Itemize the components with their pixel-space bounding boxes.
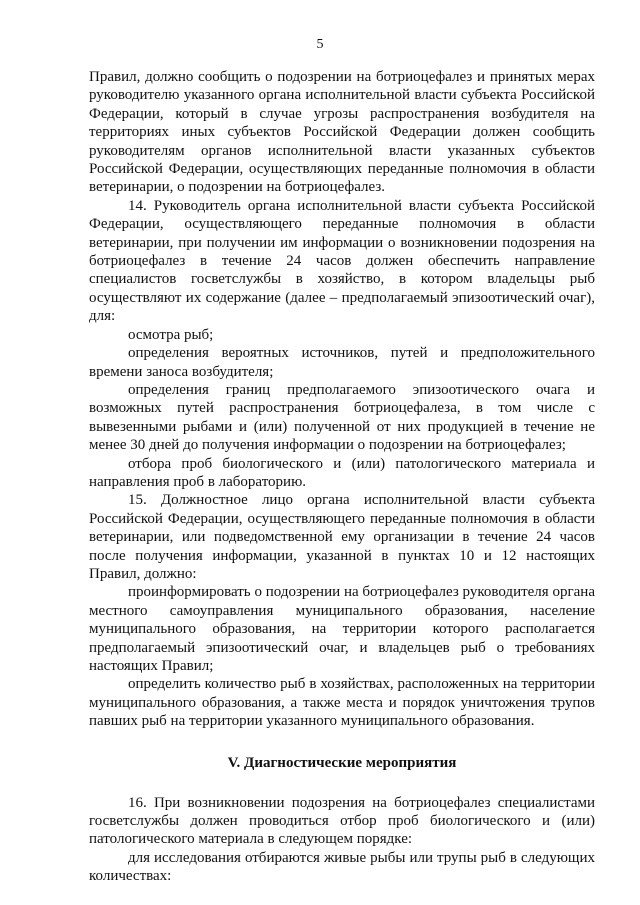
section-heading: V. Диагностические мероприятия [227,754,457,771]
paragraph-item-16: 16. При возникновении подозрения на ботриоцефалез специалистами госветслужбы должен проводиться отбор проб биологического и (или) патологического материала в следующем порядке: [89,794,595,848]
document-body [89,68,595,886]
paragraph-continuation: Правил, должно сообщить о подозрении на ботриоцефалез и принятых мерах руководителю указанного органа исполнительной власти субъекта Российской Федерации, который в случае угрозы распространения возбудителя на территориях иных субъектов Российской Федерации должен сообщить руководителям органов исполнительной власти указанных субъектов Российской Федерации, осуществляющих переданные полномочия в области ветеринарии, о подозрении на ботриоцефалез. [89,69,595,196]
paragraph-sample-quantities: для исследования отбираются живые рыбы или трупы рыб в следующих количествах: [89,849,595,885]
paragraph-fish-inspection: осмотра рыб; [128,326,214,343]
paragraph-item-15: 15. Должностное лицо органа исполнительной власти субъекта Российской Федерации, осуществляющего переданные полномочия в области ветеринарии, или подведомственной ему организации в течение 24 часов после получения информации, указанной в пунктах 10 и 12 настоящих Правил, должно: [89,492,595,582]
paragraph-item-14: 14. Руководитель органа исполнительной власти субъекта Российской Федерации, осуществляющего переданные полномочия в области ветеринарии, при получении им информации о возникновении подозрения на ботриоцефалез в течение 24 часов должен обеспечить направление специалистов госветслужбы в хозяйство, в котором владельцы рыб осуществляют их содержание (далее – предполагаемый эпизоотический очаг), для: [89,197,595,325]
paragraph-fish-count: определить количество рыб в хозяйствах, расположенных на территории муниципального образования, а также места и порядок уничтожения трупов павших рыб на территории указанного муниципального образования. [89,676,595,730]
paragraph-sample-collection: отбора проб биологического и (или) патологического материала и направления проб в лабораторию. [89,455,595,490]
paragraph-boundary-determination: определения границ предполагаемого эпизоотического очага и возможных путей распространения ботриоцефалеза, в том числе с вывезенными рыбами и (или) полученной от них продукцией в течение не менее 30 дней до получения информации о подозрении на ботриоцефалез; [89,381,595,454]
paragraph-source-determination: определения вероятных источников, путей и предположительного времени заноса возбудителя; [89,345,595,380]
paragraph-notification: проинформировать о подозрении на ботриоцефалез руководителя органа местного самоуправления муниципального образования, население муниципального образования, на территории которого располагается предполагаемый эпизоотический очаг, и владельцев рыб о требованиях настоящих Правил; [89,584,595,674]
page-number: 5 [316,37,324,52]
